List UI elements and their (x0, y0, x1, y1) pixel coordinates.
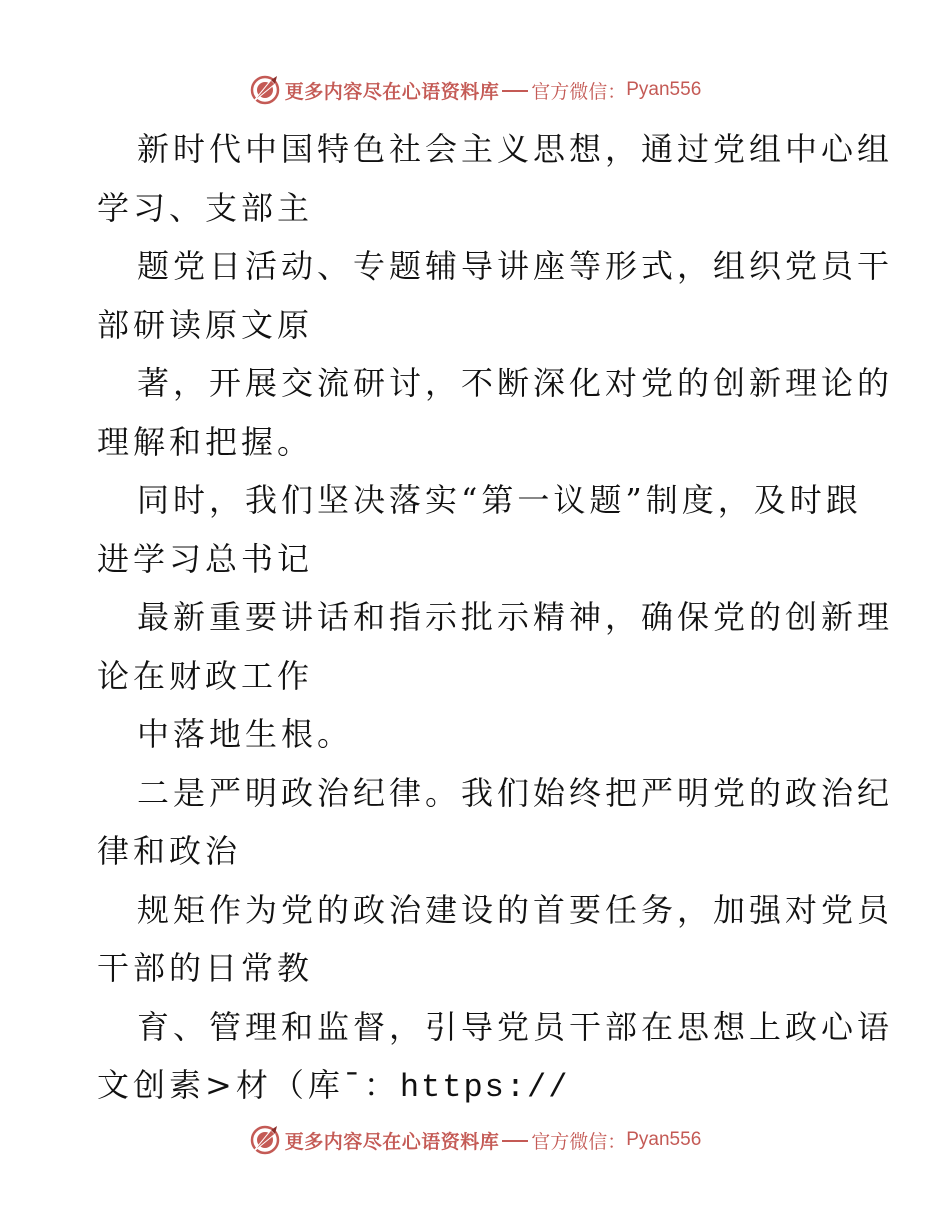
header-banner (0, 70, 950, 110)
quill-pen-logo-icon (249, 1124, 281, 1156)
body-line: 中落地生根。 (137, 715, 354, 753)
body-line: 干部的日常教 (97, 949, 314, 987)
document-body (97, 120, 894, 1115)
body-line: 学习、支部主 (97, 188, 314, 227)
body-line: 著，开展交流研讨，不断深化对党的创新理论的 (137, 364, 894, 402)
banner-slogan: 更多内容尽在心语资料库 (284, 1130, 500, 1153)
banner-contact-label: 官方微信： (531, 1130, 627, 1153)
url-fragment: https:// (399, 1069, 570, 1106)
body-line: 最新重要讲话和指示批示精神，确保党的创新理 (137, 598, 894, 636)
banner-dash (502, 1140, 528, 1142)
body-line: 新时代中国特色社会主义思想，通过党组中心组 (137, 130, 894, 168)
banner-contact-label: 官方微信： (531, 80, 627, 103)
banner-contact-handle: Pyan556 (626, 1129, 702, 1150)
body-line: 部研读原文原 (97, 305, 314, 344)
body-line: 论在财政工作 (97, 656, 314, 695)
body-line: 二是严明政治纪律。我们始终把严明党的政治纪 (137, 773, 894, 812)
body-line-text: 文创素>材（库¯： (97, 1066, 400, 1104)
banner-slogan: 更多内容尽在心语资料库 (284, 80, 500, 103)
body-line: 律和政治 (97, 832, 242, 870)
body-line: 题党日活动、专题辅导讲座等形式，组织党员干 (137, 247, 894, 285)
banner-contact-handle: Pyan556 (626, 79, 702, 100)
quill-pen-logo-icon (249, 74, 281, 106)
body-line: 规矩作为党的政治建设的首要任务，加强对党员 (137, 890, 894, 929)
body-line: 同时，我们坚决落实“第一议题”制度，及时跟 (137, 481, 862, 519)
body-line: 理解和把握。 (97, 422, 314, 461)
banner-dash (502, 90, 528, 92)
footer-banner (0, 1120, 950, 1160)
body-line: 育、管理和监督，引导党员干部在思想上政心语 (137, 1007, 894, 1046)
body-line-last (97, 1056, 857, 1115)
body-line: 进学习总书记 (97, 539, 314, 578)
